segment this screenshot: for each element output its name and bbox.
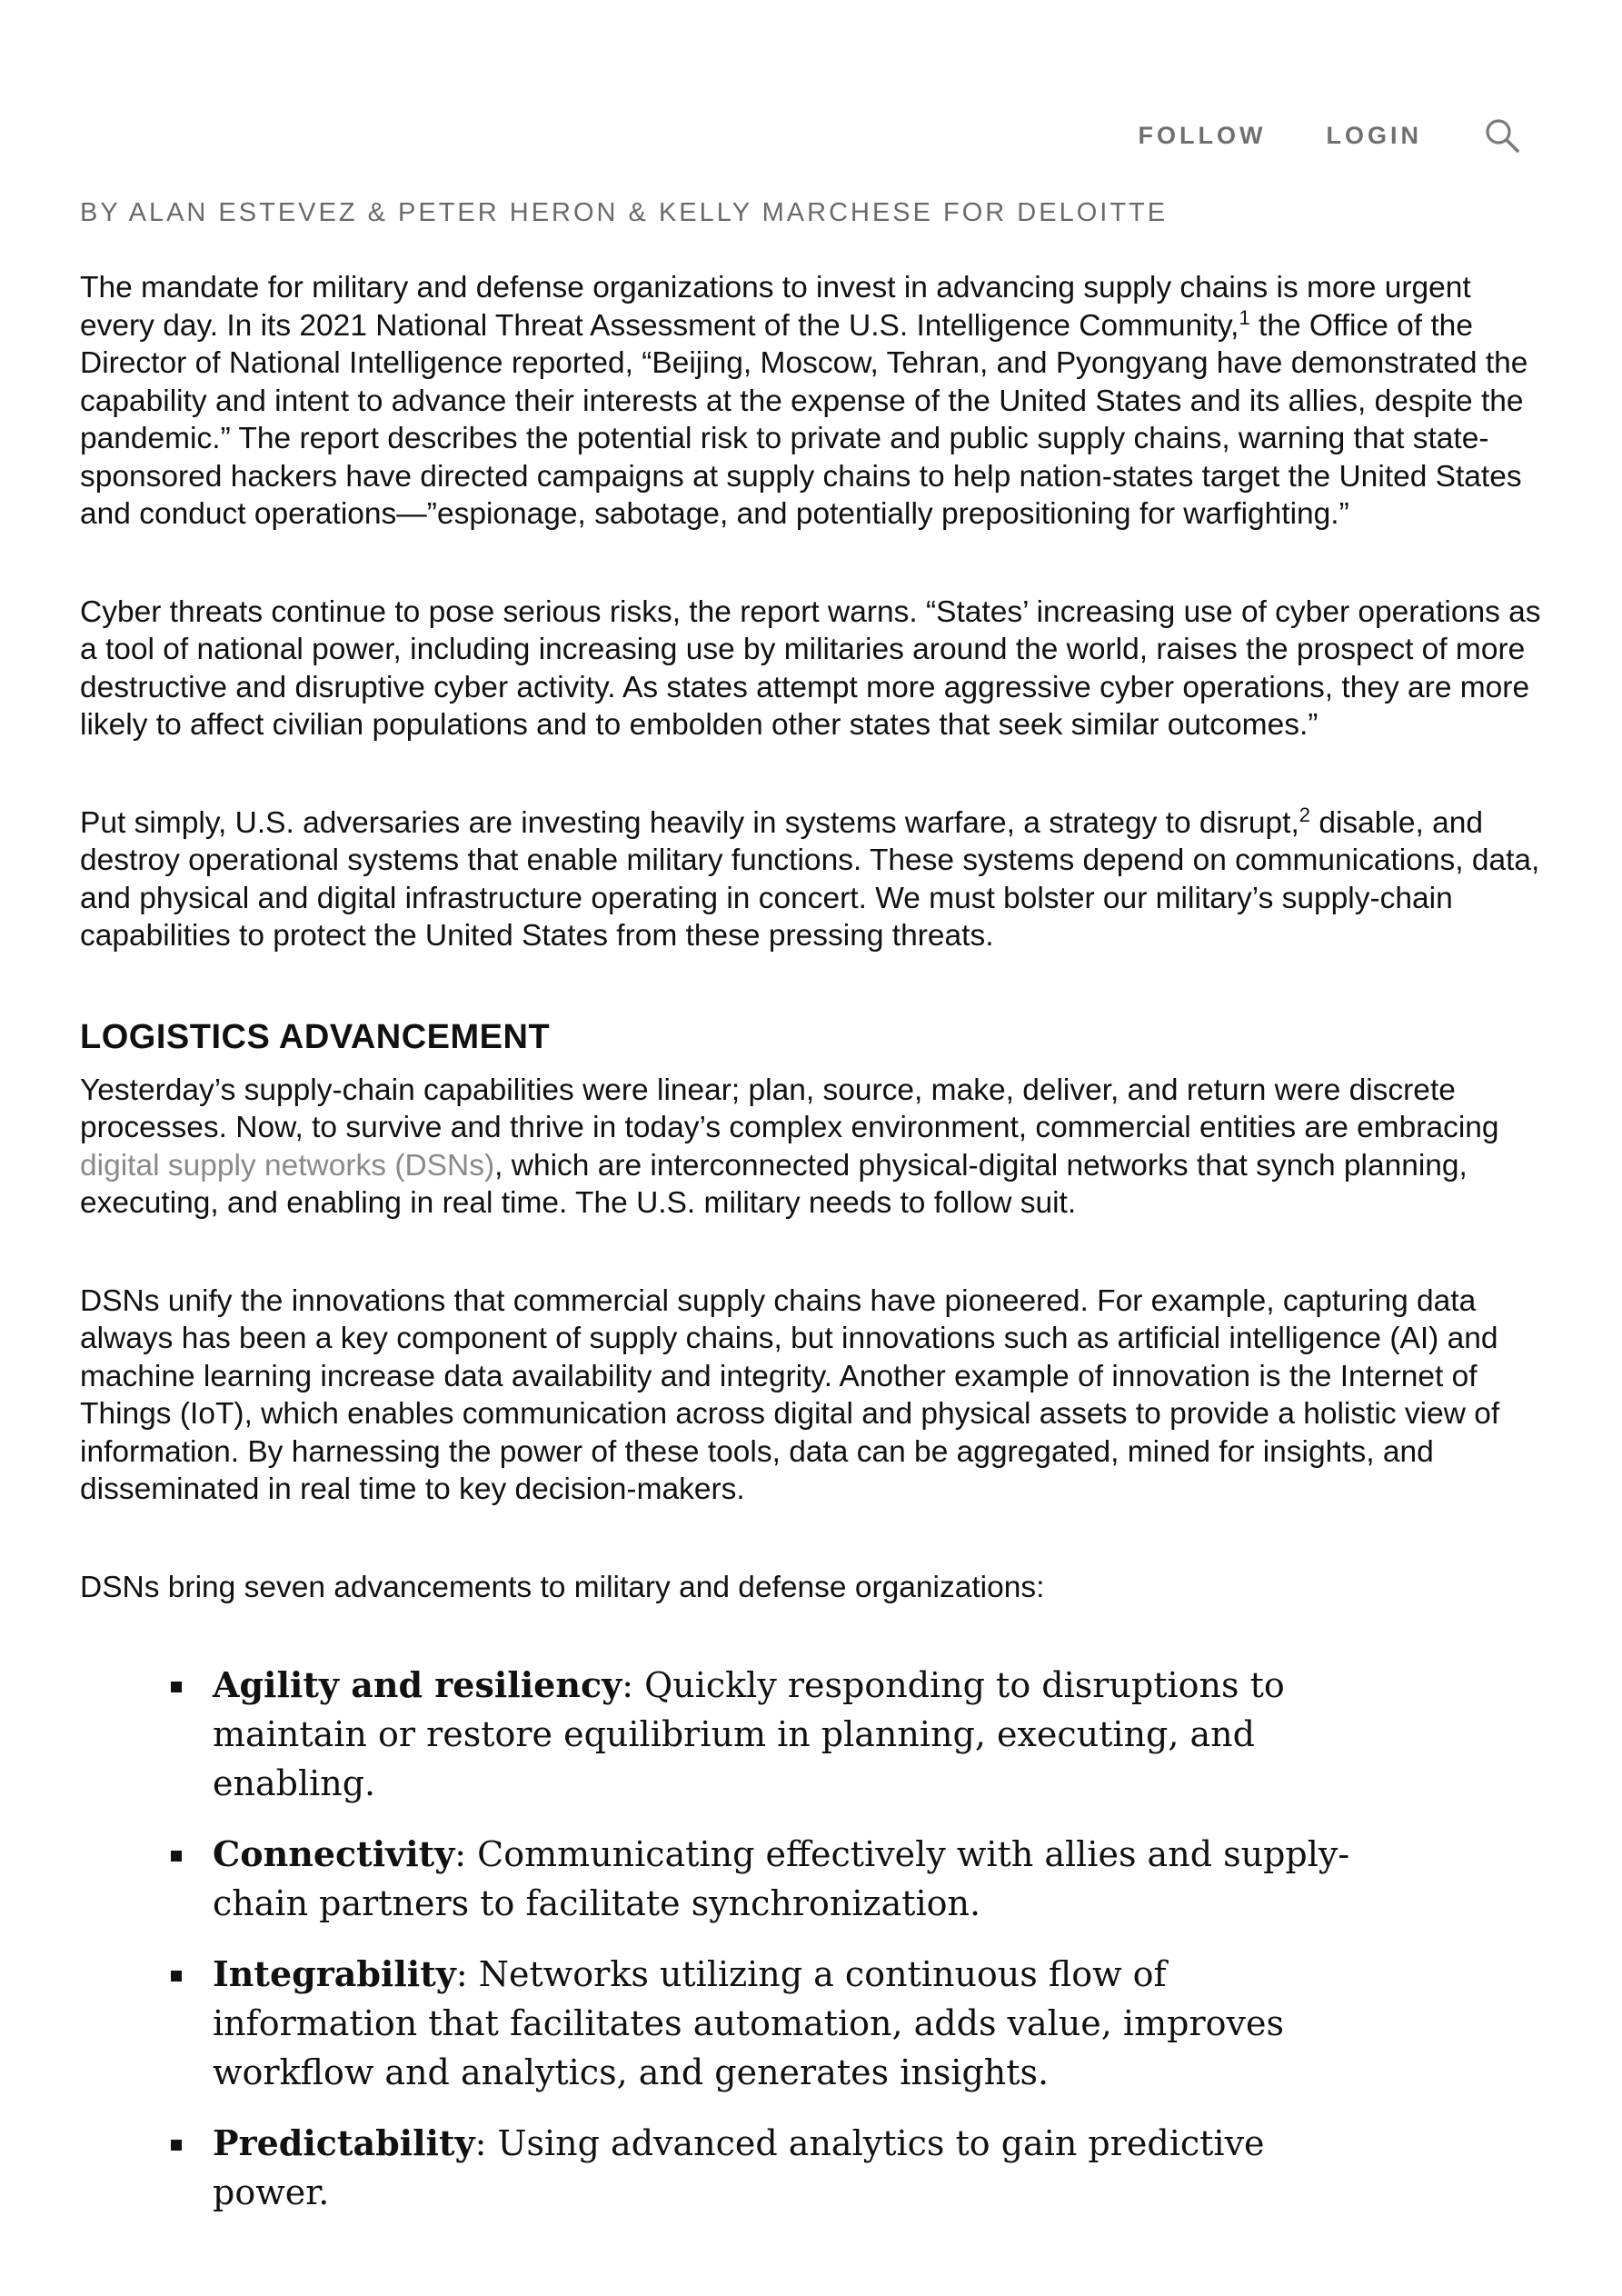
paragraph-4-text-b: , which are interconnected physical-digital networks that synch planning, executing, and enabling in real time. The U.S. military needs to follow suit. — [80, 1148, 1468, 1220]
dsn-link[interactable]: digital supply networks (DSNs) — [80, 1148, 495, 1183]
bullet-icon — [171, 1682, 182, 1692]
footnote-marker-1[interactable]: 1 — [1239, 305, 1250, 329]
advancement-term: Predictability — [213, 2122, 475, 2163]
paragraph-5: DSNs unify the innovations that commercial supply chains have pioneered. For example, capturing data always has been a key component of supply chains, but innovations such as artificial intelligence (AI) and machine learning increase data availability and integrity. Another example of innovation is the Internet of Things (IoT), which enables communication across digital and physical assets to provide a holistic view of information. By harnessing the power of these tools, data can be aggregated, mined for insights, and disseminated in real time to key decision-makers. — [80, 1283, 1500, 1506]
advancements-list — [80, 1639, 1379, 2217]
paragraph-2: Cyber threats continue to pose serious risks, the report warns. “States’ increasing use of cyber operations as a tool of national power, including increasing use by militaries around the world, raises the prospect of more destructive and disruptive cyber activity. As states attempt more aggressive cyber operations, they are more likely to affect civilian populations and to embolden other states that seek similar outcomes.” — [80, 594, 1541, 742]
advancement-description: : Using advanced analytics to gain predictive power. — [213, 2123, 1265, 2212]
list-item — [80, 2119, 1379, 2217]
advancement-description: : Networks utilizing a continuous flow of information that facilitates automation, adds value, improves workflow and analytics, and generates insights. — [213, 1954, 1284, 2092]
bullet-icon — [171, 1971, 182, 1982]
follow-link[interactable]: FOLLOW — [1138, 121, 1267, 149]
advancement-description: : Quickly responding to disruptions to maintain or restore equilibrium in planning, executing, and enabling. — [213, 1665, 1285, 1803]
list-item — [80, 1661, 1379, 1808]
list-item — [80, 1950, 1379, 2097]
footnote-marker-2[interactable]: 2 — [1299, 803, 1311, 826]
top-navigation — [1139, 116, 1522, 155]
paragraph-1-text-b: the Office of the Director of National Intelligence reported, “Beijing, Moscow, Tehran, and Pyongyang have demonstrated the capability and intent to advance their interests at the expense of the United States and its allies, despite the pandemic.” The report describes the potential risk to private and public supply chains, warning that state-sponsored hackers have directed campaigns at supply chains to help nation-states target the United States and conduct operations—”espionage, sabotage, and potentially prepositioning for warfighting.” — [80, 308, 1528, 531]
search-icon[interactable] — [1482, 115, 1522, 155]
section-heading-logistics: LOGISTICS ADVANCEMENT — [80, 1017, 551, 1056]
list-item — [80, 1830, 1379, 1928]
paragraph-4-text-a: Yesterday’s supply-chain capabilities were linear; plan, source, make, deliver, and return were discrete processes. Now, to survive and thrive in today’s complex environment, commercial entities are embracing — [80, 1073, 1499, 1144]
paragraph-1 — [80, 269, 1552, 534]
article-content — [80, 191, 1552, 2239]
bullet-icon — [171, 2140, 182, 2151]
paragraph-6: DSNs bring seven advancements to military and defense organizations: — [80, 1570, 1045, 1604]
advancement-term: Agility and resiliency — [213, 1664, 622, 1705]
advancement-term: Integrability — [213, 1953, 456, 1994]
paragraph-3-text-b: disable, and destroy operational systems that enable military functions. These systems depend on communications, data, and physical and digital infrastructure operating in concert. We must bolster our military’s supply-chain capabilities to protect the United States from these pressing threats. — [80, 805, 1540, 953]
paragraph-4 — [80, 1072, 1552, 1223]
bullet-icon — [171, 1851, 182, 1862]
paragraph-1-text-a: The mandate for military and defense organizations to invest in advancing supply chains is more urgent every day. In its 2021 National Threat Assessment of the U.S. Intelligence Community, — [80, 271, 1471, 343]
advancement-term: Connectivity — [213, 1833, 455, 1874]
paragraph-3 — [80, 804, 1552, 955]
article-byline: BY ALAN ESTEVEZ & PETER HERON & KELLY MARCHESE FOR DELOITTE — [80, 198, 1169, 227]
login-link[interactable]: LOGIN — [1326, 121, 1422, 149]
paragraph-3-text-a: Put simply, U.S. adversaries are investing heavily in systems warfare, a strategy to disrupt, — [80, 805, 1299, 840]
advancement-description: : Communicating effectively with allies and supply-chain partners to facilitate synchronization. — [213, 1834, 1350, 1923]
